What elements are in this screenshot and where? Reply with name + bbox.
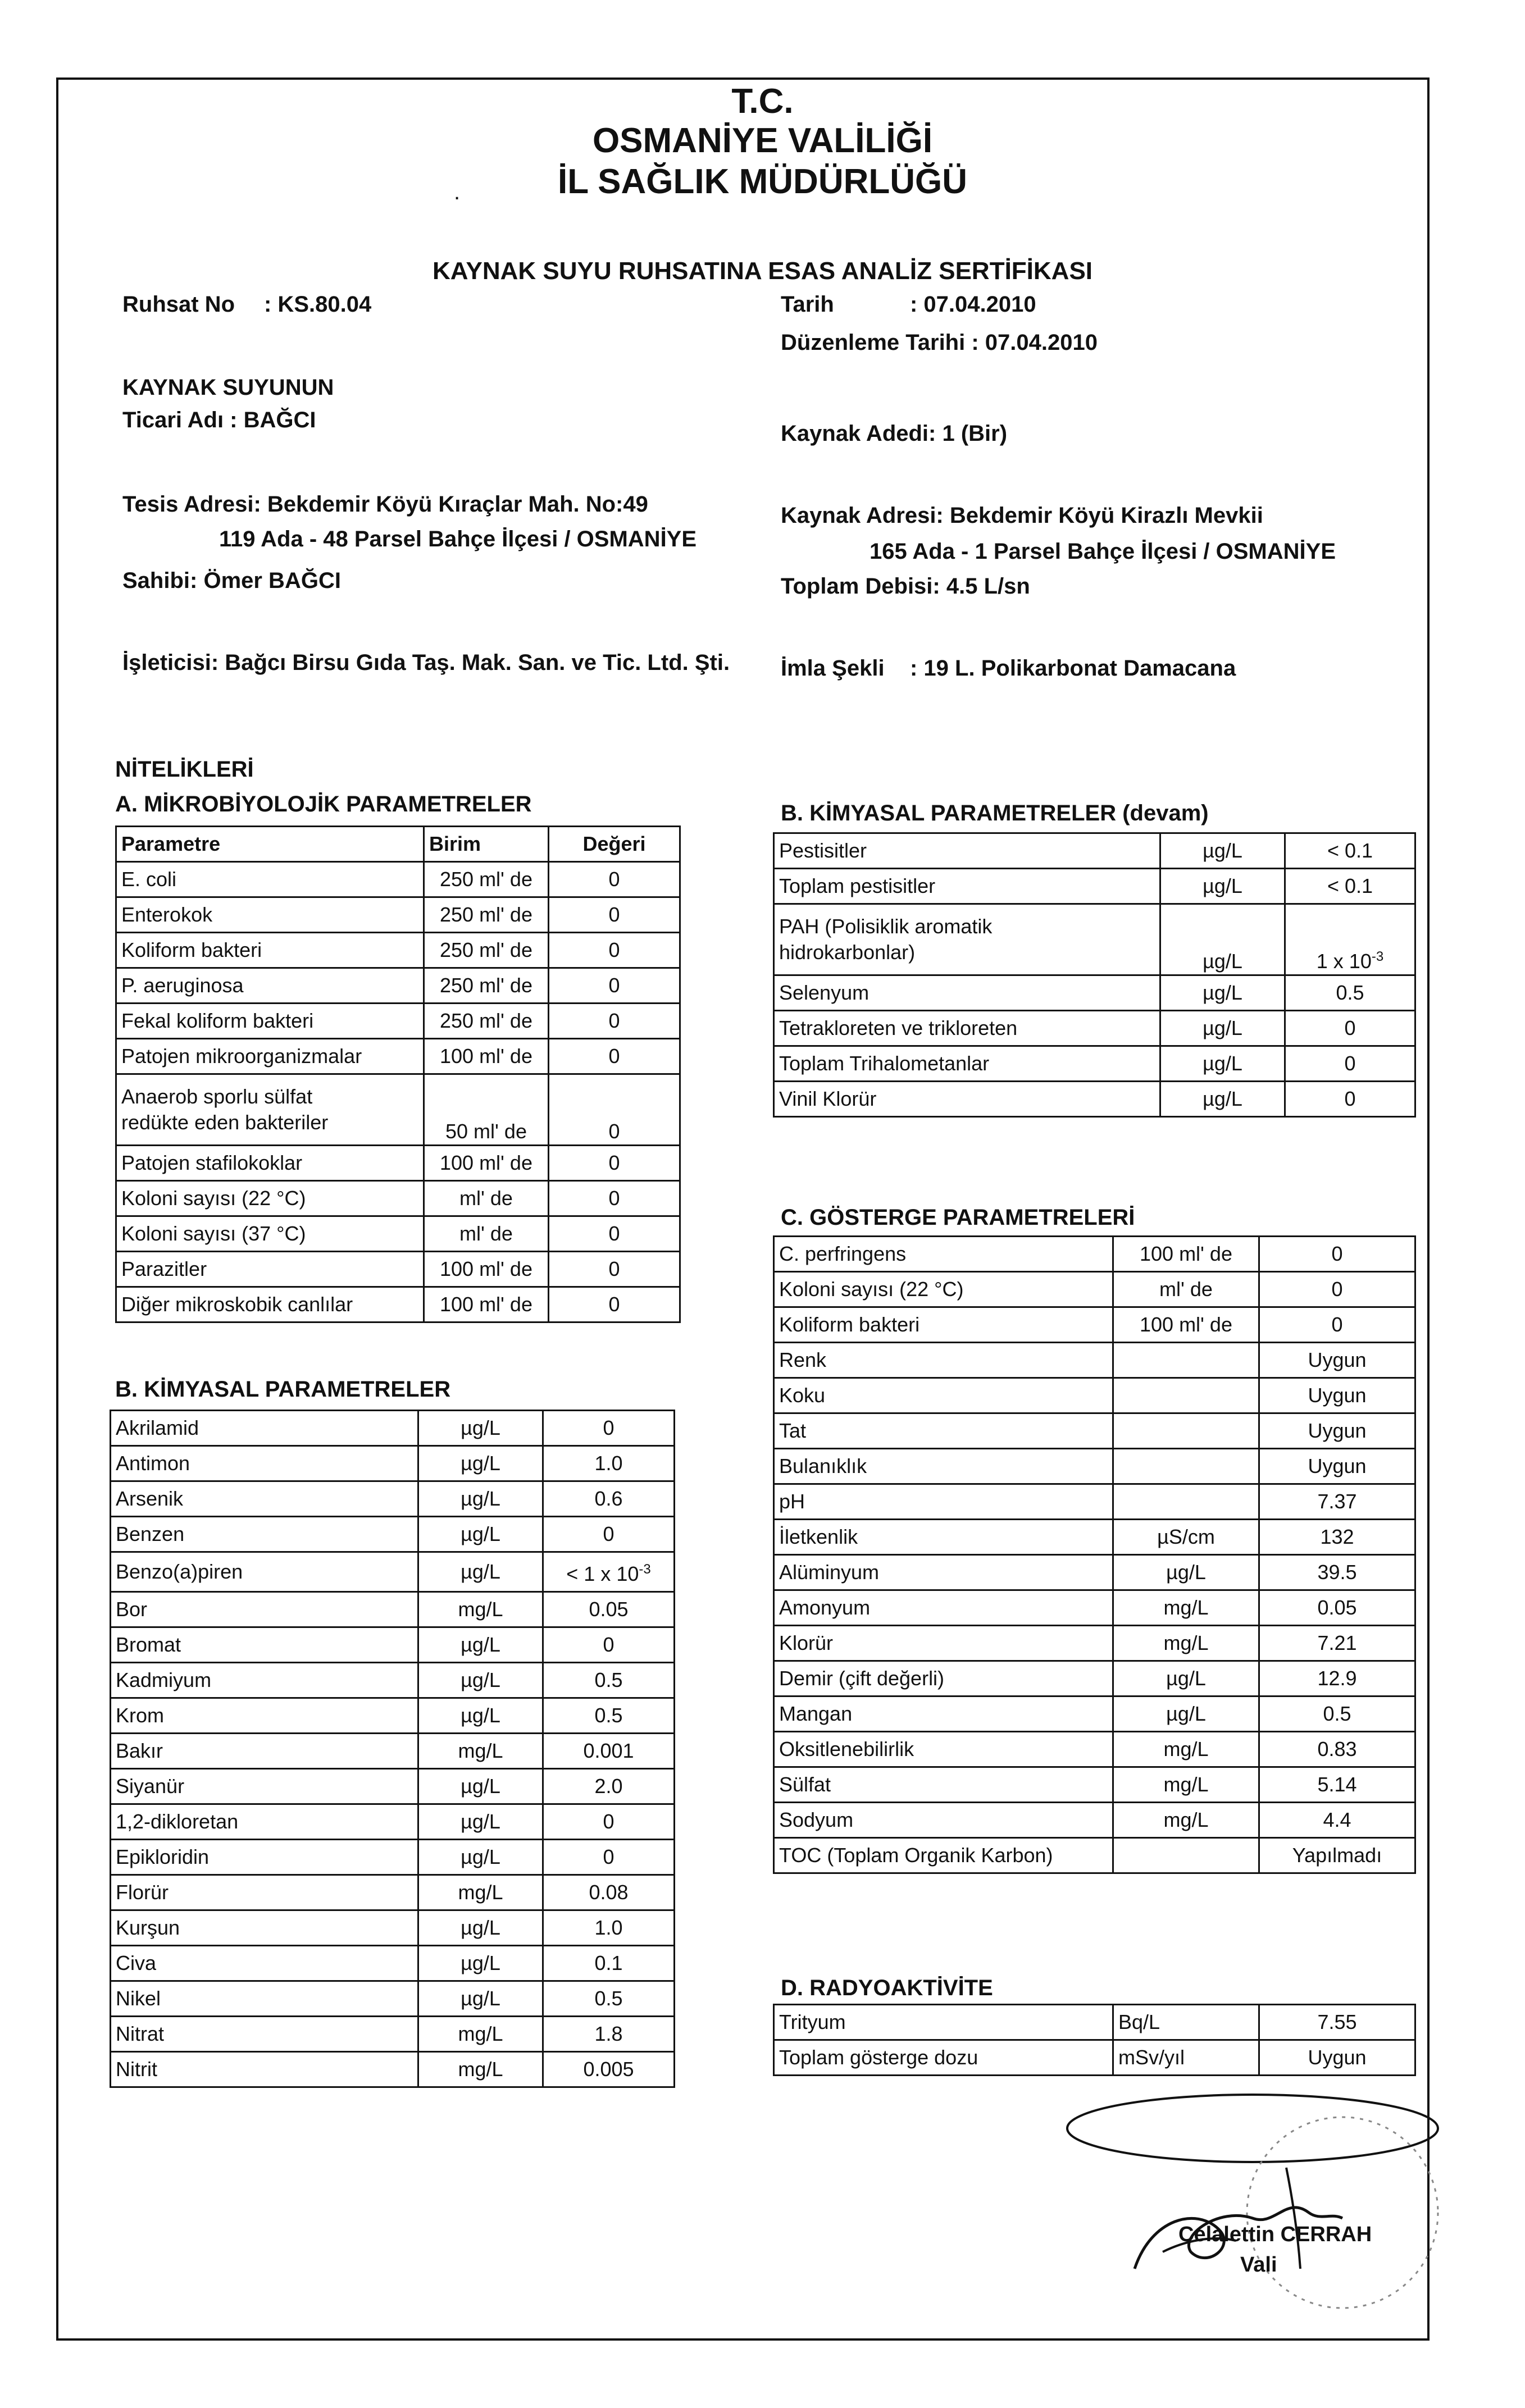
unit-cell	[1113, 1484, 1259, 1520]
header-line-2: OSMANİYE VALİLİĞİ	[592, 121, 933, 160]
table-row	[774, 869, 1415, 904]
table-row	[111, 1946, 675, 1981]
param-cell: Nikel	[111, 1981, 418, 2017]
table-row	[774, 1626, 1415, 1661]
radio-table	[773, 2004, 1416, 2076]
indicator-table	[773, 1235, 1416, 1874]
table-row	[116, 1004, 680, 1039]
table-row	[774, 1046, 1415, 1082]
table-row	[116, 1146, 680, 1181]
param-cell: Koloni sayısı (22 °C)	[774, 1272, 1113, 1307]
unit-cell	[1113, 1343, 1259, 1378]
value-cell: 0.5	[1259, 1696, 1415, 1732]
bullet-dot: .	[454, 180, 461, 204]
tarih-value: : 07.04.2010	[910, 292, 1036, 317]
value-cell: 0	[549, 1287, 680, 1322]
table-row	[774, 1082, 1415, 1117]
unit-cell: µg/L	[418, 1446, 543, 1481]
param-cell: Renk	[774, 1343, 1113, 1378]
value-cell: 0.5	[543, 1698, 675, 1734]
unit-cell: mSv/yıl	[1113, 2040, 1259, 2076]
table-row	[111, 1627, 675, 1663]
table-row	[116, 968, 680, 1004]
certificate-title: KAYNAK SUYU RUHSATINA ESAS ANALİZ SERTİFİKASI	[432, 257, 1093, 285]
value-exponent: -3	[1371, 949, 1384, 964]
unit-cell: µg/L	[418, 1769, 543, 1804]
signatory-name: Celalettin CERRAH	[1178, 2223, 1372, 2246]
param-cell: Bulanıklık	[774, 1449, 1113, 1484]
value-base: < 1 x 10	[566, 1562, 639, 1585]
param-cell: Toplam gösterge dozu	[774, 2040, 1113, 2076]
value-cell: 0.08	[543, 1875, 675, 1910]
micro-table	[115, 826, 681, 1323]
value-cell: 0	[1259, 1237, 1415, 1272]
unit-cell: mg/L	[418, 2017, 543, 2052]
param-cell: Bromat	[111, 1627, 418, 1663]
header-degeri: Değeri	[549, 827, 680, 862]
value-cell: 39.5	[1259, 1555, 1415, 1590]
value-cell: 0.005	[543, 2052, 675, 2087]
param-cell: Toplam pestisitler	[774, 869, 1160, 904]
param-line-2: redükte eden bakteriler	[121, 1111, 329, 1134]
value-cell: 0	[549, 933, 680, 968]
unit-cell: µg/L	[418, 1981, 543, 2017]
param-cell: Tat	[774, 1413, 1113, 1449]
value-cell: 0	[549, 968, 680, 1004]
value-cell: 7.37	[1259, 1484, 1415, 1520]
unit-cell	[1113, 1838, 1259, 1873]
table-row	[774, 833, 1415, 869]
sahibi: Sahibi: Ömer BAĞCI	[122, 568, 341, 593]
param-cell: Sodyum	[774, 1803, 1113, 1838]
param-cell: Koloni sayısı (22 °C)	[116, 1181, 424, 1216]
value-cell: Uygun	[1259, 1449, 1415, 1484]
nitelikleri-heading: NİTELİKLERİ	[115, 757, 254, 782]
value-cell: Uygun	[1259, 1343, 1415, 1378]
value-cell: 0	[549, 1074, 680, 1146]
value-cell: 1.0	[543, 1446, 675, 1481]
value-cell: 0	[549, 1181, 680, 1216]
imla-label: İmla Şekli	[781, 656, 885, 681]
unit-cell: 250 ml' de	[424, 968, 549, 1004]
table-row	[116, 897, 680, 933]
unit-cell: µg/L	[418, 1698, 543, 1734]
table-row	[774, 1803, 1415, 1838]
unit-cell	[1113, 1449, 1259, 1484]
unit-cell: µg/L	[418, 1910, 543, 1946]
kaynak-adresi-2: 165 Ada - 1 Parsel Bahçe İlçesi / OSMANİYE	[870, 539, 1336, 564]
table-row	[116, 1181, 680, 1216]
signature-graphic	[1050, 2083, 1444, 2331]
value-cell: 0	[549, 1252, 680, 1287]
header-parametre: Parametre	[116, 827, 424, 862]
unit-cell: mg/L	[1113, 1767, 1259, 1803]
ruhsat-value: : KS.80.04	[264, 292, 372, 317]
table-header-row	[116, 827, 680, 862]
table-row	[774, 1307, 1415, 1343]
table-row	[111, 1981, 675, 2017]
tarih-label: Tarih	[781, 292, 834, 317]
value-cell: 0	[543, 1804, 675, 1840]
table-row	[774, 1696, 1415, 1732]
value-cell: 0	[549, 1216, 680, 1252]
value-cell: Yapılmadı	[1259, 1838, 1415, 1873]
param-cell: Koliform bakteri	[116, 933, 424, 968]
value-cell: 0	[1259, 1307, 1415, 1343]
table-row	[111, 1663, 675, 1698]
table-row	[774, 2040, 1415, 2076]
param-cell: Civa	[111, 1946, 418, 1981]
unit-cell: µg/L	[1113, 1696, 1259, 1732]
unit-cell	[1113, 1378, 1259, 1413]
value-cell: 0	[543, 1517, 675, 1552]
chem2-table	[773, 832, 1416, 1118]
value-exponent: -3	[639, 1562, 651, 1577]
param-cell: Koloni sayısı (37 °C)	[116, 1216, 424, 1252]
value-cell: 0	[549, 1004, 680, 1039]
param-line-2: hidrokarbonlar)	[779, 941, 916, 964]
table-row	[774, 1555, 1415, 1590]
param-cell: Trityum	[774, 2005, 1113, 2040]
param-cell: Parazitler	[116, 1252, 424, 1287]
signatory-title: Vali	[1240, 2253, 1277, 2277]
table-row	[111, 2017, 675, 2052]
table-row	[111, 1698, 675, 1734]
table-row	[774, 1520, 1415, 1555]
value-cell: 0	[543, 1627, 675, 1663]
unit-cell: µg/L	[418, 1552, 543, 1592]
unit-cell: µg/L	[418, 1663, 543, 1698]
value-cell: Uygun	[1259, 2040, 1415, 2076]
value-cell: 5.14	[1259, 1767, 1415, 1803]
param-cell: Fekal koliform bakteri	[116, 1004, 424, 1039]
unit-cell: mg/L	[1113, 1590, 1259, 1626]
value-cell: 0	[543, 1840, 675, 1875]
toplam-debisi: Toplam Debisi: 4.5 L/sn	[781, 574, 1030, 599]
unit-cell: µS/cm	[1113, 1520, 1259, 1555]
value-cell: 0.83	[1259, 1732, 1415, 1767]
table-row	[116, 933, 680, 968]
unit-cell: µg/L	[418, 1517, 543, 1552]
table-row	[111, 1446, 675, 1481]
table-row	[116, 1287, 680, 1322]
unit-cell	[1113, 1413, 1259, 1449]
param-cell: Koliform bakteri	[774, 1307, 1113, 1343]
param-cell: Patojen mikroorganizmalar	[116, 1039, 424, 1074]
table-row	[111, 1910, 675, 1946]
unit-cell: µg/L	[1160, 1082, 1285, 1117]
kaynak-adedi: Kaynak Adedi: 1 (Bir)	[781, 421, 1008, 446]
param-cell: Vinil Klorür	[774, 1082, 1160, 1117]
table-row	[774, 1449, 1415, 1484]
param-cell: TOC (Toplam Organik Karbon)	[774, 1838, 1113, 1873]
param-cell: E. coli	[116, 862, 424, 897]
table-row	[116, 1039, 680, 1074]
param-cell: Mangan	[774, 1696, 1113, 1732]
param-cell: Pestisitler	[774, 833, 1160, 869]
imla-value: : 19 L. Polikarbonat Damacana	[910, 656, 1236, 681]
kaynak-adresi-1: Kaynak Adresi: Bekdemir Köyü Kirazlı Mevkii	[781, 503, 1263, 528]
value-cell: 0	[1259, 1272, 1415, 1307]
section-d-title: D. RADYOAKTİVİTE	[781, 1976, 993, 2000]
tesis-adresi-2: 119 Ada - 48 Parsel Bahçe İlçesi / OSMANİYE	[219, 527, 697, 551]
unit-cell: 100 ml' de	[424, 1039, 549, 1074]
table-row	[774, 1767, 1415, 1803]
value-cell: 0.6	[543, 1481, 675, 1517]
unit-cell: mg/L	[1113, 1803, 1259, 1838]
param-cell: P. aeruginosa	[116, 968, 424, 1004]
value-cell: 0.05	[543, 1592, 675, 1627]
table-row	[774, 1484, 1415, 1520]
param-cell: Enterokok	[116, 897, 424, 933]
table-row	[774, 1732, 1415, 1767]
unit-cell: µg/L	[1160, 1046, 1285, 1082]
value-cell: 0	[549, 897, 680, 933]
table-row	[774, 1011, 1415, 1046]
table-row	[111, 1804, 675, 1840]
param-line-1: PAH (Polisiklik aromatik	[779, 915, 993, 938]
unit-cell: µg/L	[1160, 975, 1285, 1011]
value-cell: 12.9	[1259, 1661, 1415, 1696]
unit-cell: mg/L	[418, 1592, 543, 1627]
value-cell: 0.5	[543, 1663, 675, 1698]
unit-cell: 100 ml' de	[1113, 1237, 1259, 1272]
table-row	[111, 1592, 675, 1627]
param-cell: Benzen	[111, 1517, 418, 1552]
value-cell	[543, 1552, 675, 1592]
param-cell: Nitrit	[111, 2052, 418, 2087]
param-cell: 1,2-dikloretan	[111, 1804, 418, 1840]
param-cell: pH	[774, 1484, 1113, 1520]
value-cell: 1.8	[543, 2017, 675, 2052]
table-row	[774, 1343, 1415, 1378]
value-base: 1 x 10	[1316, 950, 1372, 973]
table-row	[774, 1413, 1415, 1449]
section-c-title: C. GÖSTERGE PARAMETRELERİ	[781, 1205, 1135, 1230]
unit-cell: µg/L	[1160, 833, 1285, 869]
unit-cell: µg/L	[418, 1481, 543, 1517]
table-row	[111, 1734, 675, 1769]
value-cell: 0	[549, 862, 680, 897]
param-cell: Klorür	[774, 1626, 1113, 1661]
table-row	[111, 1481, 675, 1517]
table-row	[111, 1411, 675, 1446]
unit-cell: ml' de	[1113, 1272, 1259, 1307]
table-row	[774, 904, 1415, 975]
unit-cell: 250 ml' de	[424, 1004, 549, 1039]
param-cell: İletkenlik	[774, 1520, 1113, 1555]
header-line-3: İL SAĞLIK MÜDÜRLÜĞÜ	[557, 162, 968, 201]
param-cell: C. perfringens	[774, 1237, 1113, 1272]
param-cell: Amonyum	[774, 1590, 1113, 1626]
param-cell	[116, 1074, 424, 1146]
param-cell: Oksitlenebilirlik	[774, 1732, 1113, 1767]
param-cell: Kadmiyum	[111, 1663, 418, 1698]
unit-cell: µg/L	[418, 1946, 543, 1981]
ruhsat-label: Ruhsat No	[122, 292, 235, 317]
unit-cell: µg/L	[1160, 904, 1285, 975]
unit-cell: ml' de	[424, 1181, 549, 1216]
table-row	[774, 1237, 1415, 1272]
param-cell: Siyanür	[111, 1769, 418, 1804]
value-cell: 132	[1259, 1520, 1415, 1555]
table-row	[774, 1838, 1415, 1873]
table-row	[774, 1378, 1415, 1413]
table-row	[774, 2005, 1415, 2040]
unit-cell: µg/L	[1160, 869, 1285, 904]
table-row	[111, 1875, 675, 1910]
table-row	[774, 1590, 1415, 1626]
unit-cell: µg/L	[418, 1627, 543, 1663]
table-row	[774, 975, 1415, 1011]
value-cell: 0	[1285, 1082, 1415, 1117]
param-cell: Epikloridin	[111, 1840, 418, 1875]
value-cell: 1.0	[543, 1910, 675, 1946]
value-cell: 0	[1285, 1046, 1415, 1082]
unit-cell: ml' de	[424, 1216, 549, 1252]
section-a-title: A. MİKROBİYOLOJİK PARAMETRELER	[115, 792, 532, 817]
header-birim: Birim	[424, 827, 549, 862]
param-cell: Diğer mikroskobik canlılar	[116, 1287, 424, 1322]
param-cell: Kurşun	[111, 1910, 418, 1946]
value-cell	[1285, 904, 1415, 975]
table-row	[111, 1517, 675, 1552]
section-b-title: B. KİMYASAL PARAMETRELER	[115, 1377, 451, 1402]
param-cell: Florür	[111, 1875, 418, 1910]
table-row	[774, 1661, 1415, 1696]
value-cell: 0.5	[1285, 975, 1415, 1011]
ticari-adi: Ticari Adı : BAĞCI	[122, 408, 316, 432]
unit-cell: mg/L	[418, 1734, 543, 1769]
param-cell: Akrilamid	[111, 1411, 418, 1446]
param-cell: Antimon	[111, 1446, 418, 1481]
table-row	[111, 1552, 675, 1592]
value-cell: < 0.1	[1285, 833, 1415, 869]
value-cell: 7.21	[1259, 1626, 1415, 1661]
value-cell: 0.1	[543, 1946, 675, 1981]
unit-cell: 100 ml' de	[1113, 1307, 1259, 1343]
param-cell: Nitrat	[111, 2017, 418, 2052]
value-cell: 2.0	[543, 1769, 675, 1804]
value-cell: 0.5	[543, 1981, 675, 2017]
table-row	[111, 2052, 675, 2087]
param-cell: Koku	[774, 1378, 1113, 1413]
kaynak-suyunun: KAYNAK SUYUNUN	[122, 375, 334, 400]
unit-cell: 250 ml' de	[424, 897, 549, 933]
isleticisi: İşleticisi: Bağcı Birsu Gıda Taş. Mak. San. ve Tic. Ltd. Şti.	[122, 650, 730, 675]
unit-cell: Bq/L	[1113, 2005, 1259, 2040]
param-cell: Sülfat	[774, 1767, 1113, 1803]
table-row	[111, 1840, 675, 1875]
value-cell: Uygun	[1259, 1378, 1415, 1413]
param-cell: Benzo(a)piren	[111, 1552, 418, 1592]
param-cell: Patojen stafilokoklar	[116, 1146, 424, 1181]
param-cell: Demir (çift değerli)	[774, 1661, 1113, 1696]
unit-cell: mg/L	[1113, 1626, 1259, 1661]
unit-cell: µg/L	[1113, 1555, 1259, 1590]
unit-cell: µg/L	[418, 1804, 543, 1840]
unit-cell: 250 ml' de	[424, 862, 549, 897]
param-cell: Toplam Trihalometanlar	[774, 1046, 1160, 1082]
unit-cell: mg/L	[418, 1875, 543, 1910]
table-row	[116, 1074, 680, 1146]
value-cell: 0.05	[1259, 1590, 1415, 1626]
unit-cell: µg/L	[1113, 1661, 1259, 1696]
param-cell: Bor	[111, 1592, 418, 1627]
unit-cell: 100 ml' de	[424, 1252, 549, 1287]
duzenleme-tarihi: Düzenleme Tarihi : 07.04.2010	[781, 330, 1098, 355]
param-cell	[774, 904, 1160, 975]
table-row	[116, 862, 680, 897]
header-line-1: T.C.	[731, 82, 794, 121]
unit-cell: µg/L	[418, 1840, 543, 1875]
param-cell: Bakır	[111, 1734, 418, 1769]
value-cell: 4.4	[1259, 1803, 1415, 1838]
table-row	[116, 1216, 680, 1252]
value-cell: 0	[543, 1411, 675, 1446]
value-cell: 7.55	[1259, 2005, 1415, 2040]
section-b2-title: B. KİMYASAL PARAMETRELER (devam)	[781, 801, 1209, 826]
table-row	[111, 1769, 675, 1804]
param-cell: Alüminyum	[774, 1555, 1113, 1590]
unit-cell: 250 ml' de	[424, 933, 549, 968]
param-line-1: Anaerob sporlu sülfat	[121, 1085, 313, 1108]
unit-cell: µg/L	[418, 1411, 543, 1446]
value-cell: Uygun	[1259, 1413, 1415, 1449]
param-cell: Selenyum	[774, 975, 1160, 1011]
chem-table	[110, 1410, 675, 2088]
value-cell: 0	[549, 1146, 680, 1181]
unit-cell: 50 ml' de	[424, 1074, 549, 1146]
value-cell: 0	[1285, 1011, 1415, 1046]
tesis-adresi-1: Tesis Adresi: Bekdemir Köyü Kıraçlar Mah. No:49	[122, 492, 648, 517]
unit-cell: µg/L	[1160, 1011, 1285, 1046]
table-row	[774, 1272, 1415, 1307]
unit-cell: mg/L	[1113, 1732, 1259, 1767]
param-cell: Arsenik	[111, 1481, 418, 1517]
table-row	[116, 1252, 680, 1287]
unit-cell: mg/L	[418, 2052, 543, 2087]
param-cell: Krom	[111, 1698, 418, 1734]
unit-cell: 100 ml' de	[424, 1287, 549, 1322]
value-cell: < 0.1	[1285, 869, 1415, 904]
value-cell: 0	[549, 1039, 680, 1074]
unit-cell: 100 ml' de	[424, 1146, 549, 1181]
param-cell: Tetrakloreten ve trikloreten	[774, 1011, 1160, 1046]
value-cell: 0.001	[543, 1734, 675, 1769]
